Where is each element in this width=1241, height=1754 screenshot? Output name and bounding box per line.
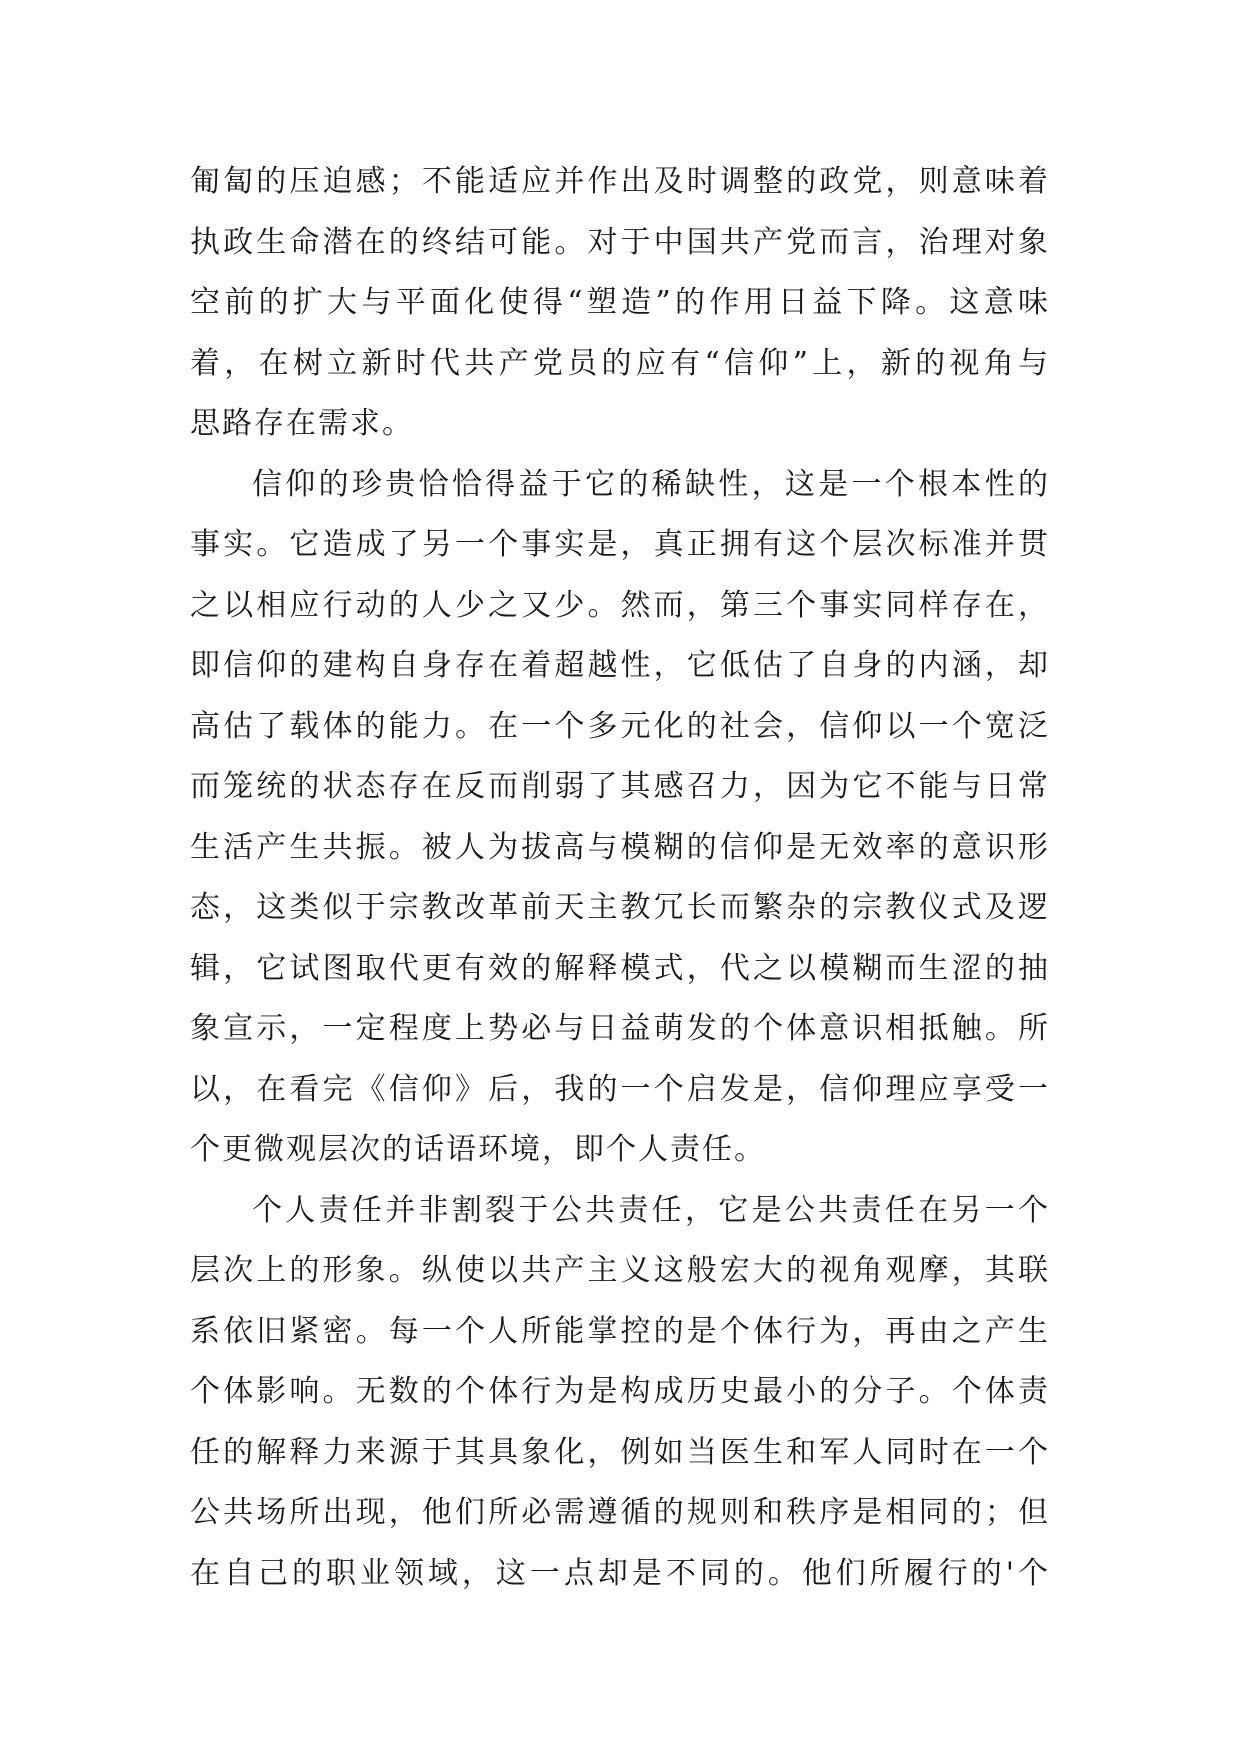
paragraph-3-line-6: 公共场所出现，他们所必需遵循的规则和秩序是相同的；但 bbox=[190, 1495, 1050, 1530]
paragraph-2-line-8: 态，这类似于宗教改革前天主教冗长而繁杂的宗教仪式及逻 bbox=[190, 890, 1050, 925]
paragraph-2-line-1: 信仰的珍贵恰恰得益于它的稀缺性，这是一个根本性的 bbox=[252, 466, 1050, 502]
paragraph-2-line-7: 生活产生共振。被人为拔高与模糊的信仰是无效率的意识形 bbox=[190, 829, 1050, 865]
paragraph-3-line-4: 个体影响。无数的个体行为是构成历史最小的分子。个体责 bbox=[190, 1374, 1050, 1409]
paragraph-2-line-3: 之以相应行动的人少之又少。然而，第三个事实同样存在， bbox=[190, 587, 1050, 623]
paragraph-2-line-12: 个更微观层次的话语环境，即个人责任。 bbox=[190, 1132, 766, 1167]
paragraph-2-line-2: 事实。它造成了另一个事实是，真正拥有这个层次标准并贯 bbox=[190, 527, 1050, 562]
body-text bbox=[190, 152, 1050, 1604]
paragraph-3-line-3: 系依旧紧密。每一个人所能掌控的是个体行为，再由之产生 bbox=[190, 1313, 1050, 1349]
paragraph-3-line-5: 任的解释力来源于其具象化，例如当医生和军人同时在一个 bbox=[190, 1434, 1050, 1470]
paragraph-3-line-7: 在自己的职业领域，这一点却是不同的。他们所履行的'个 bbox=[190, 1555, 1050, 1591]
paragraph-1-line-3: 空前的扩大与平面化使得“塑造”的作用日益下降。这意味 bbox=[190, 285, 1050, 320]
paragraph-3-line-2: 层次上的形象。纵使以共产主义这般宏大的视角观摩，其联 bbox=[190, 1253, 1050, 1288]
paragraph-2-line-10: 象宣示，一定程度上势必与日益萌发的个体意识相抵触。所 bbox=[190, 1011, 1050, 1046]
paragraph-1-line-1: 匍匐的压迫感；不能适应并作出及时调整的政党，则意味着 bbox=[190, 164, 1050, 199]
paragraph-2-line-4: 即信仰的建构自身存在着超越性，它低估了自身的内涵，却 bbox=[190, 648, 1050, 683]
paragraph-1-line-5: 思路存在需求。 bbox=[190, 406, 414, 441]
paragraph-2-line-11: 以，在看完《信仰》后，我的一个启发是，信仰理应享受一 bbox=[190, 1071, 1050, 1107]
paragraph-1-line-4: 着，在树立新时代共产党员的应有“信仰”上，新的视角与 bbox=[190, 345, 1050, 381]
paragraph-1-line-2: 执政生命潜在的终结可能。对于中国共产党而言，治理对象 bbox=[190, 224, 1050, 260]
paragraph-2-line-6: 而笼统的状态存在反而削弱了其感召力，因为它不能与日常 bbox=[190, 769, 1050, 804]
paragraph-3-line-1: 个人责任并非割裂于公共责任，它是公共责任在另一个 bbox=[252, 1192, 1050, 1228]
paragraph-2-line-9: 辑，它试图取代更有效的解释模式，代之以模糊而生涩的抽 bbox=[190, 950, 1050, 986]
paragraph-2-line-5: 高估了载体的能力。在一个多元化的社会，信仰以一个宽泛 bbox=[190, 708, 1050, 744]
